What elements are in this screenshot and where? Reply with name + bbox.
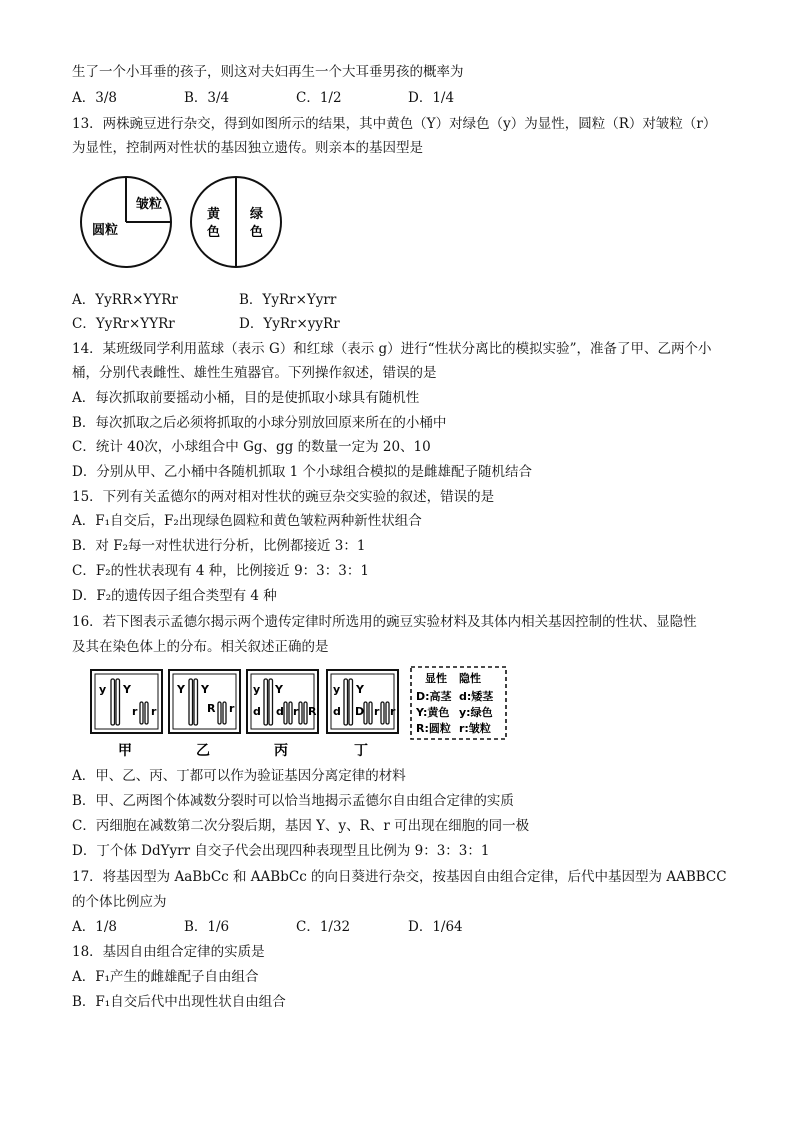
chromosome-pair-short <box>299 702 307 724</box>
gene-label: R <box>308 705 317 718</box>
gene-label: D <box>355 705 365 718</box>
chromosome-pair-short <box>381 702 389 724</box>
cell-caption: 乙 <box>196 743 210 759</box>
cell-jia <box>91 670 162 759</box>
cell-bing <box>247 670 318 759</box>
option-c: C．1/32 <box>296 919 351 935</box>
q13-stem-line2: 为显性，控制两对性状的基因独立遗传。则亲本的基因型是 <box>72 140 423 156</box>
option-a: A．1/8 <box>72 919 117 935</box>
gene-label: r <box>229 702 235 715</box>
legend-header-recessive: 隐性 <box>459 672 481 685</box>
cell-ding <box>327 670 398 759</box>
intro-line: 生了一个小耳垂的孩子，则这对夫妇再生一个大耳垂男孩的概率为 <box>72 64 464 80</box>
q13-options-row1 <box>72 290 472 310</box>
q15-option-d: D．F₂的遗传因子组合类型有 4 种 <box>72 588 277 604</box>
chromosome-pair-short <box>140 702 148 724</box>
gene-label: y <box>333 683 341 696</box>
pie-label-green-1: 绿 <box>250 207 264 222</box>
gene-label: Y <box>177 683 185 696</box>
q16-option-a: A．甲、乙、丙、丁都可以作为验证基因分离定律的材料 <box>72 768 406 784</box>
gene-label: r <box>132 705 138 718</box>
q13-options-row2 <box>72 314 472 334</box>
chromosome-pair-long <box>344 679 353 725</box>
legend-dominant: Y:黄色 <box>416 706 450 719</box>
pie-label-round: 圆粒 <box>92 223 119 238</box>
gene-label: r <box>374 705 380 718</box>
q14-stem-line1: 14．某班级同学利用蓝球（表示 G）和红球（表示 g）进行“性状分离比的模拟实验”，准备了甲、乙两个小 <box>72 341 712 357</box>
option-d: D．1/64 <box>408 919 463 935</box>
gene-label: d <box>253 705 261 718</box>
option-c: C．YyRr×YYRr <box>72 316 175 332</box>
q14-stem-line2: 桶，分别代表雌性、雄性生殖器官。下列操作叙述，错误的是 <box>72 365 437 381</box>
q16-stem-line2: 及其在染色体上的分布。相关叙述正确的是 <box>72 639 329 655</box>
option-b: B．YyRr×Yyrr <box>239 292 337 308</box>
q14-option-d: D．分别从甲、乙小桶中各随机抓取 1 个小球组合模拟的是雌雄配子随机结合 <box>72 464 532 480</box>
pie-chart-shape <box>81 177 171 267</box>
trait-legend <box>411 667 506 739</box>
q15-option-b: B．对 F₂每一对性状进行分析，比例都接近 3：1 <box>72 538 366 554</box>
gene-label: Y <box>201 683 209 696</box>
gene-label: y <box>253 683 261 696</box>
q17-options <box>72 917 572 937</box>
pie-label-yellow-1: 黄 <box>207 207 221 222</box>
chromosome-pair-mid <box>284 702 292 724</box>
option-b: B．1/6 <box>184 919 230 935</box>
pie-label-green-2: 色 <box>250 225 264 240</box>
gene-label: R <box>207 702 216 715</box>
legend-header-dominant: 显性 <box>425 672 447 685</box>
option-a: A．3/8 <box>72 90 117 106</box>
q15-stem: 15．下列有关孟德尔的两对相对性状的豌豆杂交实验的叙述，错误的是 <box>72 489 495 505</box>
q16-option-b: B．甲、乙两图个体减数分裂时可以恰当地揭示孟德尔自由组合定律的实质 <box>72 793 514 809</box>
legend-dominant: R:圆粒 <box>416 722 451 735</box>
gene-label: r <box>293 705 299 718</box>
q18-option-a: A．F₁产生的雌雄配子自由组合 <box>72 969 259 985</box>
chromosome-pair-long <box>264 679 273 725</box>
option-c: C．1/2 <box>296 90 342 106</box>
gene-label: Y <box>275 683 283 696</box>
pie-label-yellow-2: 色 <box>207 225 221 240</box>
q18-option-b: B．F₁自交后代中出现性状自由组合 <box>72 994 286 1010</box>
q16-stem-line1: 16．若下图表示孟德尔揭示两个遗传定律时所选用的豌豆实验材料及其体内相关基因控制的性状、显隐性 <box>72 614 697 630</box>
q17-stem-line1: 17．将基因型为 AaBbCc 和 AABbCc 的向日葵进行杂交，按基因自由组合定律，后代中基因型为 AABBCC <box>72 869 727 885</box>
intro-options <box>72 88 572 108</box>
q16-option-c: C．丙细胞在减数第二次分裂后期，基因 Y、y、R、r 可出现在细胞的同一极 <box>72 818 530 834</box>
q15-option-a: A．F₁自交后，F₂出现绿色圆粒和黄色皱粒两种新性状组合 <box>72 513 422 529</box>
q15-option-c: C．F₂的性状表现有 4 种，比例接近 9：3：3：1 <box>72 563 369 579</box>
legend-recessive: y:绿色 <box>459 706 493 719</box>
option-d: D．1/4 <box>408 90 455 106</box>
chromosome-pair-mid <box>364 702 372 724</box>
option-a: A．YyRR×YYRr <box>72 292 178 308</box>
pie-label-wrinkled: 皱粒 <box>136 197 163 212</box>
chromosome-pair-long <box>111 679 120 725</box>
legend-recessive: d:矮茎 <box>459 690 494 703</box>
cell-caption: 甲 <box>118 743 132 759</box>
gene-label: y <box>99 683 107 696</box>
gene-label: Y <box>123 683 131 696</box>
q14-option-c: C．统计 40次，小球组合中 Gg、gg 的数量一定为 20、10 <box>72 439 431 455</box>
gene-label: r <box>390 705 396 718</box>
q14-option-b: B．每次抓取之后必须将抓取的小球分别放回原来所在的小桶中 <box>72 415 447 431</box>
gene-label: Y <box>356 683 364 696</box>
cell-yi <box>169 670 240 759</box>
cell-caption: 丙 <box>274 743 288 759</box>
q13-pie-charts <box>76 172 296 276</box>
q16-cell-diagrams <box>90 664 510 764</box>
cell-caption: 丁 <box>354 743 368 759</box>
gene-label: r <box>151 705 157 718</box>
q14-option-a: A．每次抓取前要摇动小桶，目的是使抓取小球具有随机性 <box>72 390 420 406</box>
option-d: D．YyRr×yyRr <box>239 316 340 332</box>
q18-stem: 18．基因自由组合定律的实质是 <box>72 944 265 960</box>
q16-option-d: D．丁个体 DdYyrr 自交子代会出现四种表现型且比例为 9：3：3：1 <box>72 843 490 859</box>
pie-chart-color <box>191 177 281 267</box>
q17-stem-line2: 的个体比例应为 <box>72 894 167 910</box>
gene-label: d <box>276 705 284 718</box>
chromosome-pair-long <box>189 679 198 725</box>
option-b: B．3/4 <box>184 90 230 106</box>
legend-recessive: r:皱粒 <box>459 722 491 735</box>
q13-stem-line1: 13．两株豌豆进行杂交，得到如图所示的结果，其中黄色（Y）对绿色（y）为显性，圆粒（R）对皱粒（r） <box>72 116 717 132</box>
gene-label: d <box>333 705 341 718</box>
legend-dominant: D:高茎 <box>416 690 452 703</box>
chromosome-pair-short <box>218 702 226 724</box>
